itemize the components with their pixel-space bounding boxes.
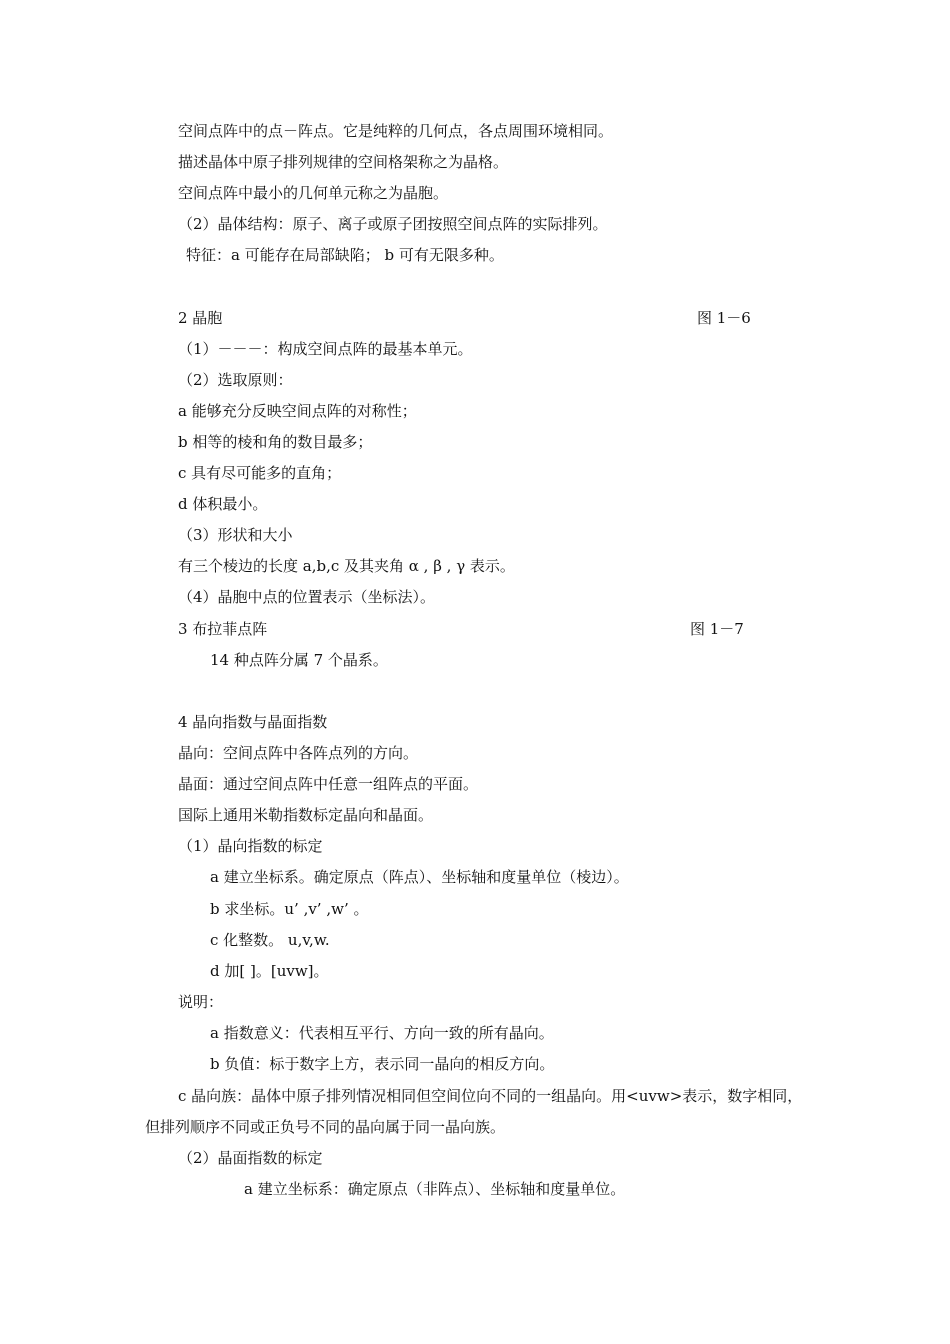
text-line: （3）形状和大小 — [178, 526, 293, 544]
text-line: 描述晶体中原子排列规律的空间格架称之为晶格。 — [178, 153, 509, 171]
text-line: a 能够充分反映空间点阵的对称性； — [178, 402, 417, 420]
text-line: d 体积最小。 — [178, 495, 268, 513]
text-line: 有三个棱边的长度 a,b,c 及其夹角 α , β , γ 表示。 — [178, 557, 515, 575]
text-line: b 相等的棱和角的数目最多； — [178, 433, 373, 451]
text-line: （1）－－－：构成空间点阵的最基本单元。 — [178, 340, 473, 358]
text-line: b 负值：标于数字上方，表示同一晶向的相反方向。 — [210, 1055, 555, 1073]
text-paragraph: c 晶向族：晶体中原子排列情况相同但空间位向不同的一组晶向。用<uvw>表示，数字相同，但排列顺序不同或正负号不同的晶向属于同一晶向族。 — [145, 1087, 803, 1136]
text-line: （4）晶胞中点的位置表示（坐标法）。 — [178, 588, 436, 606]
section-heading: 2 晶胞 — [178, 309, 223, 327]
text-line: c 具有尽可能多的直角； — [178, 464, 342, 482]
figure-reference: 图 1－7 — [690, 620, 744, 638]
text-line: 晶向：空间点阵中各阵点列的方向。 — [178, 744, 419, 762]
text-line: 晶面：通过空间点阵中任意一组阵点的平面。 — [178, 775, 479, 793]
text-line: 14 种点阵分属 7 个晶系。 — [210, 651, 388, 669]
text-line: （2）选取原则： — [178, 371, 293, 389]
text-line: 说明： — [178, 993, 224, 1011]
text-line: c 化整数。 u,v,w. — [210, 931, 330, 949]
text-line: b 求坐标。u’ ,v’ ,w’ 。 — [210, 900, 369, 918]
text-line: 国际上通用米勒指数标定晶向和晶面。 — [178, 806, 434, 824]
text-line: a 建立坐标系。确定原点（阵点）、坐标轴和度量单位（棱边）。 — [210, 868, 629, 886]
text-line: 空间点阵中的点－阵点。它是纯粹的几何点，各点周围环境相同。 — [178, 122, 614, 140]
text-line: （1）晶向指数的标定 — [178, 837, 323, 855]
figure-reference: 图 1－6 — [697, 309, 751, 327]
text-line: 特征：a 可能存在局部缺陷； b 可有无限多种。 — [186, 246, 504, 264]
text-line: d 加[ ]。[uvw]。 — [210, 962, 329, 980]
section-heading: 4 晶向指数与晶面指数 — [178, 713, 328, 731]
section-heading: 3 布拉菲点阵 — [178, 620, 268, 638]
text-line: （2）晶面指数的标定 — [178, 1149, 323, 1167]
text-line: a 指数意义：代表相互平行、方向一致的所有晶向。 — [210, 1024, 554, 1042]
text-line: a 建立坐标系：确定原点（非阵点）、坐标轴和度量单位。 — [244, 1180, 626, 1198]
text-line: 空间点阵中最小的几何单元称之为晶胞。 — [178, 184, 449, 202]
text-line: （2）晶体结构：原子、离子或原子团按照空间点阵的实际排列。 — [178, 215, 608, 233]
